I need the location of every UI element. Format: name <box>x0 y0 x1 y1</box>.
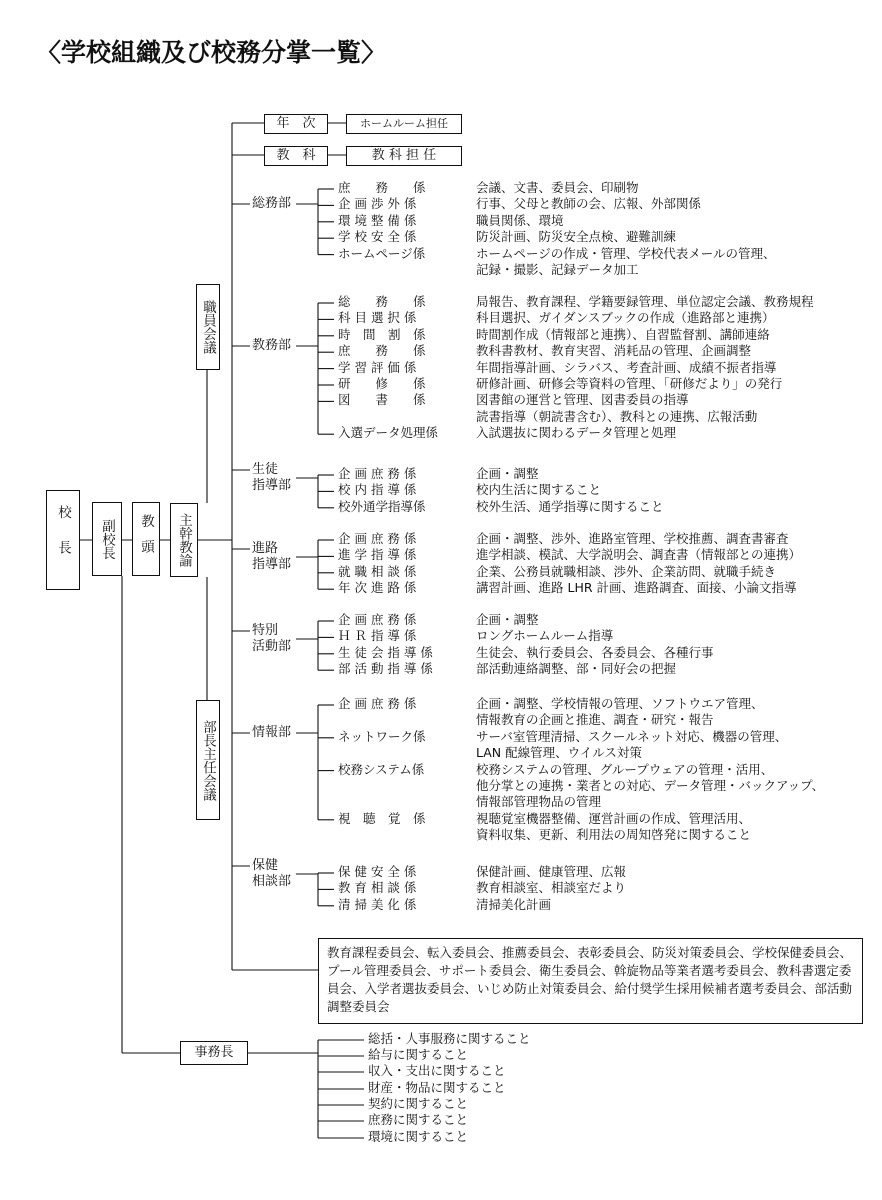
section-name: 研 修 係 <box>338 376 426 391</box>
senior-teacher-label: 主幹教諭 <box>176 513 192 567</box>
department-name: 特別 活動部 <box>252 623 292 654</box>
section-name: 庶 務 係 <box>338 343 426 359</box>
staff-meeting-box <box>196 284 220 370</box>
section-duty: 図書館の運営と管理、図書委員の指導 <box>476 392 689 408</box>
section-duty: 職員関係、環境 <box>476 212 564 228</box>
section-duty: 企画・調整 <box>476 466 539 481</box>
committee-text: 教育課程委員会、転入委員会、推薦委員会、表彰委員会、防災対策委員会、学校保健委員会、プール管理委員会、サポート委員会、衛生委員会、斡旋物品等業者選考委員会、教科書選定委員会、入学者選抜委員会、いじめ防止対策委員会、給付奨学生採用候補者選考委員会、部活動調整委員会 <box>327 945 853 1014</box>
office-duty: 契約に関すること <box>368 1096 469 1111</box>
subject-teacher-box <box>346 146 462 166</box>
section-duty: 防災計画、防災安全点検、避難訓練 <box>476 229 677 245</box>
section-name: 学 校 安 全 係 <box>338 229 417 245</box>
section-duty: 校務システムの管理、グループウェアの管理・活用、 <box>476 761 774 777</box>
section-duty: 校外生活、通学指導に関すること <box>476 498 664 514</box>
section-duty: 進学相談、模試、大学説明会、調査書（情報部との連携） <box>476 547 802 563</box>
vice-principal-box <box>92 502 122 576</box>
section-duty: 部活動連絡調整、部・同好会の把握 <box>476 661 677 677</box>
section-duty: 年間指導計画、シラバス、考査計画、成績不振者指導 <box>476 359 777 375</box>
staff-meeting-label: 職員会議 <box>200 300 216 354</box>
department-name: 総務部 <box>252 196 292 211</box>
section-duty: 校内生活に関すること <box>476 482 602 498</box>
section-name: 教 育 相 談 係 <box>338 880 417 896</box>
office-duty: 環境に関すること <box>368 1129 469 1144</box>
section-name: 清 掃 美 化 係 <box>338 896 417 912</box>
section-name: ホームページ係 <box>338 245 426 261</box>
office-chief-label: 事務長 <box>194 1045 234 1060</box>
section-name: 環 境 整 備 係 <box>338 212 417 228</box>
section-name: 時 間 割 係 <box>338 326 426 342</box>
section-duty: 企画・調整、学校情報の管理、ソフトウエア管理、 <box>476 696 764 711</box>
section-duty: 入試選抜に関わるデータ管理と処理 <box>476 425 677 441</box>
section-name: 就 職 相 談 係 <box>338 563 417 579</box>
section-duty: 企画・調整、渉外、進路室管理、学校推薦、調査書審査 <box>476 531 789 546</box>
section-name: 総 務 係 <box>338 294 426 309</box>
section-name: 生 徒 会 指 導 係 <box>338 644 433 660</box>
section-duty: 研修計画、研修会等資料の管理、「研修だより」の発行 <box>476 376 783 391</box>
section-name: 庶 務 係 <box>338 180 426 195</box>
department-name: 情報部 <box>252 725 292 740</box>
section-duty: 企画・調整 <box>476 612 539 627</box>
section-name: 入選データ処理係 <box>338 425 439 441</box>
section-duty: LAN 配線管理、ウイルス対策 <box>476 745 642 761</box>
homeroom-label: ホームルーム担任 <box>360 117 448 130</box>
section-duty: 他分掌との連携・業者との対応、データ管理・バックアップ、 <box>476 778 825 793</box>
section-name: 科 目 選 択 係 <box>338 310 417 326</box>
section-duty: 企業、公務員就職相談、渉外、企業訪問、就職手続き <box>476 563 777 579</box>
section-name: ネットワーク係 <box>338 728 426 744</box>
section-duty: ロングホームルーム指導 <box>476 628 614 644</box>
senior-teacher-box <box>170 503 198 577</box>
page-title: 〈学校組織及び校務分掌一覧〉 <box>36 38 387 67</box>
head-teacher-label: 教頭 <box>138 513 154 565</box>
section-name: 学 習 評 価 係 <box>338 359 417 375</box>
section-duty: 情報部管理物品の管理 <box>476 794 602 810</box>
section-name: 企 画 渉 外 係 <box>338 196 417 212</box>
section-name: 年 次 進 路 係 <box>338 580 417 596</box>
section-duty: サーバ室管理清掃、スクールネット対応、機器の管理、 <box>476 728 788 744</box>
subject-teacher-label: 教 科 担 任 <box>371 148 437 163</box>
section-name: 部 活 動 指 導 係 <box>338 661 433 677</box>
section-duty: 生徒会、執行委員会、各委員会、各種行事 <box>476 644 714 660</box>
section-duty: 教科書教材、教育実習、消耗品の管理、企画調整 <box>476 343 752 359</box>
head-teacher-box <box>132 502 160 576</box>
section-name: 校務システム係 <box>338 761 425 777</box>
section-duty: 局報告、教育課程、学籍要録管理、単位認定会議、教務規程 <box>476 294 814 309</box>
section-duty: 視聴覚室機器整備、運営計画の作成、管理活用、 <box>476 810 752 826</box>
office-duty: 収入・支出に関すること <box>368 1063 506 1078</box>
section-name: 企 画 庶 務 係 <box>338 531 417 546</box>
office-chief-box <box>180 1041 248 1065</box>
subject-box <box>264 146 328 166</box>
office-duty: 給与に関すること <box>368 1047 469 1062</box>
office-duty: 財産・物品に関すること <box>368 1080 506 1095</box>
section-duty: 読書指導（朝読書含む）、教科との連携、広報活動 <box>476 408 758 424</box>
office-duty: 総括・人事服務に関すること <box>368 1031 531 1046</box>
section-name: 校 内 指 導 係 <box>338 482 417 498</box>
section-name: 企 画 庶 務 係 <box>338 612 417 627</box>
section-name: 視 聴 覚 係 <box>338 810 426 826</box>
grade-label: 年 次 <box>276 116 316 131</box>
department-name: 生徒 指導部 <box>252 462 292 493</box>
section-duty: 会議、文書、委員会、印刷物 <box>476 180 639 195</box>
dept-head-meeting-box <box>196 700 220 820</box>
section-duty: 科目選択、ガイダンスブックの作成（進路部と連携） <box>476 310 775 326</box>
department-name: 教務部 <box>252 338 292 353</box>
section-duty: 記録・撮影、記録データ加工 <box>476 262 639 277</box>
section-duty: ホームページの作成・管理、学校代表メールの管理、 <box>476 245 776 261</box>
section-name: 保 健 安 全 係 <box>338 864 417 879</box>
dept-head-meeting-label: 部長主任会議 <box>200 719 216 801</box>
section-name: 進 学 指 導 係 <box>338 547 417 563</box>
section-duty: 資料収集、更新、利用法の周知啓発に関すること <box>476 827 752 843</box>
section-duty: 清掃美化計画 <box>476 896 552 912</box>
section-duty: 情報教育の企画と推進、調査・研究・報告 <box>476 712 714 728</box>
section-duty: 講習計画、進路 LHR 計画、進路調査、面接、小論文指導 <box>476 580 797 596</box>
vice-principal-label: 副校長 <box>99 518 115 560</box>
section-name: 企 画 庶 務 係 <box>338 696 417 711</box>
principal-box <box>46 490 80 590</box>
office-duty: 庶務に関すること <box>368 1112 469 1127</box>
department-name: 保健 相談部 <box>252 858 292 889</box>
homeroom-box <box>346 114 462 134</box>
subject-label: 教 科 <box>276 148 316 163</box>
department-name: 進路 指導部 <box>252 541 292 572</box>
section-duty: 保健計画、健康管理、広報 <box>476 864 627 879</box>
section-name: 図 書 係 <box>338 392 426 408</box>
principal-label: 校長 <box>55 504 71 576</box>
section-name: 校外通学指導係 <box>338 498 426 514</box>
section-duty: 教育相談室、相談室だより <box>476 880 627 896</box>
committee-box <box>318 938 863 1024</box>
section-duty: 時間割作成（情報部と連携）、自習監督割、講師連絡 <box>476 326 770 342</box>
section-duty: 行事、父母と教師の会、広報、外部関係 <box>476 196 702 212</box>
grade-box <box>264 114 328 134</box>
section-name: 企 画 庶 務 係 <box>338 466 417 481</box>
section-name: Ｈ Ｒ 指 導 係 <box>338 628 417 644</box>
